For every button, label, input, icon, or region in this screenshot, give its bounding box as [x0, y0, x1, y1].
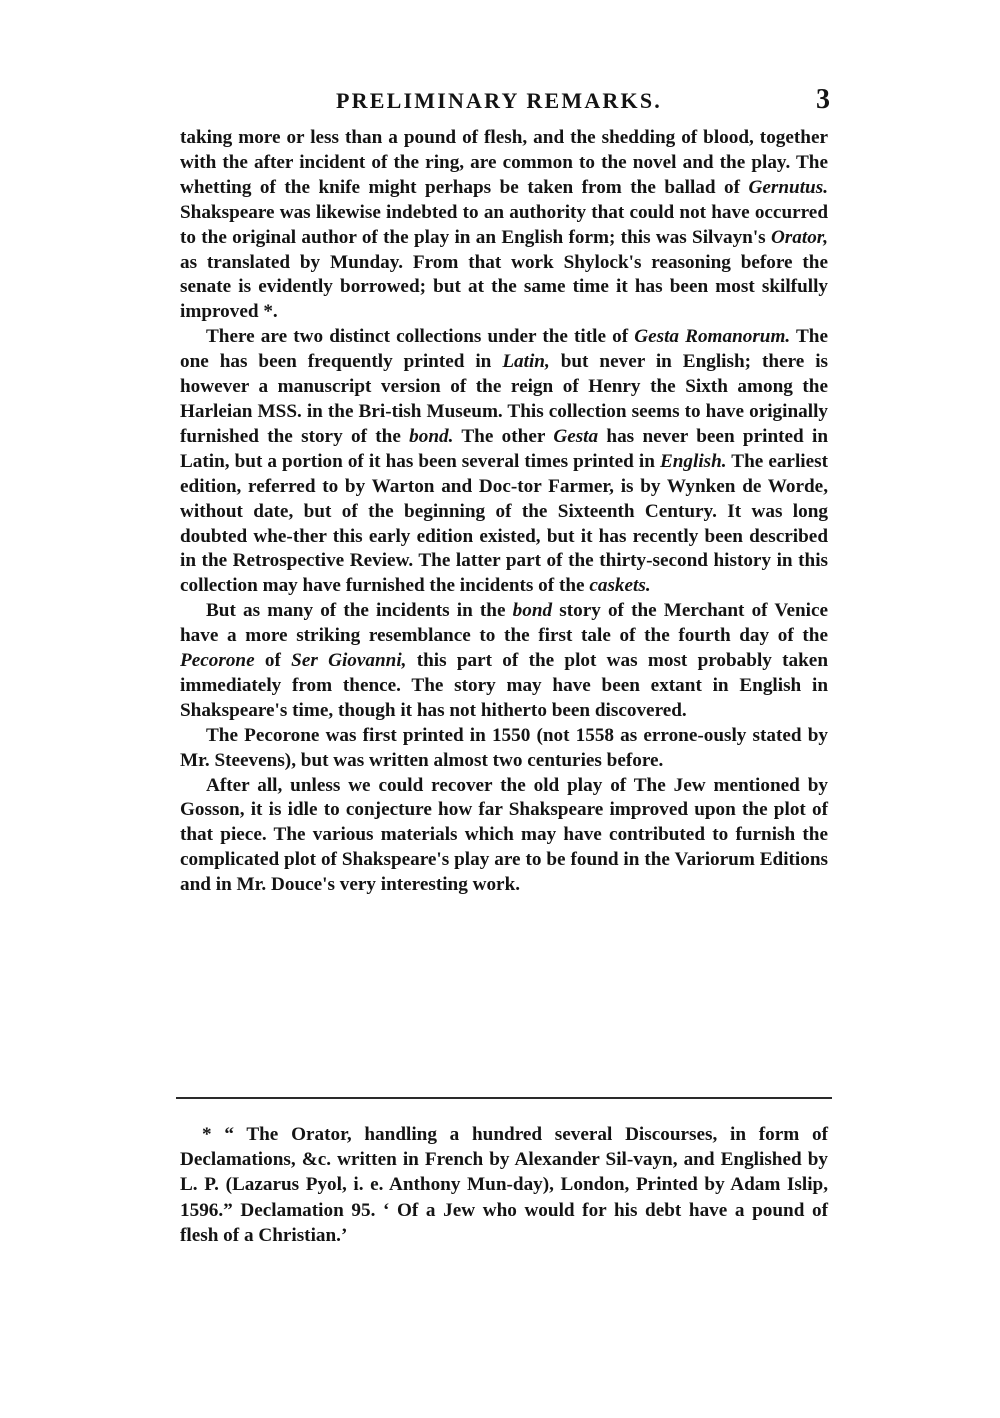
footnote-rule: [176, 1097, 832, 1099]
text-run: as translated by Munday. From that work Shylock's reasoning before the senate is evidently borrowed; but at the same time it has been most skilfully improved *.: [180, 251, 828, 323]
footnote-text: * “ The Orator, handling a hundred several Discourses, in form of Declamations, &c. written in French by Alexander Sil-vayn, and Englished by L. P. (Lazarus Pyol, i. e. Anthony Mun-day), London, Printed by Adam Islip, 1596.” Declamation 95. ‘ Of a Jew who would for his debt have a pound of flesh of a Christian.’: [180, 1124, 828, 1246]
text-run: story of the Merchant of Venice have a more striking resemblance to the first tale of the fourth day of the: [180, 600, 829, 647]
italic-term: English.: [659, 450, 727, 472]
main-text: [180, 126, 828, 898]
paragraph-5: After all, unless we could recover the old play of The Jew mentioned by Gosson, it is idle to conjecture how far Shakspeare improved upon the plot of that piece. The various materials which may have contributed to furnish the complicated plot of Shakspeare's play are to be found in the Variorum Editions and in Mr. Douce's very interesting work.: [180, 774, 828, 896]
footnote: [180, 1122, 828, 1248]
text-run: The earliest edition, referred to by Warton and Doc-tor Farmer, is by Wynken de Worde, without date, but of the beginning of the Sixteenth Century. It was long doubted whe-ther this early edition existed, but it has recently been described in the Retrospective Review. The latter part of the thirty-second history in this collection may have furnished the incidents of the: [180, 450, 828, 597]
text-run: taking more or less than a pound of flesh, and the shedding of blood, together with the after incident of the ring, are common to the novel and the play. The whetting of the knife might perhaps be taken from the ballad of: [180, 127, 828, 198]
text-run: but never in English; there is however a manuscript version of the reign of Henry the Sixth among the Harleian MSS. in the Bri-tish Museum. This collection seems to have originally furnished the story of the: [180, 351, 829, 447]
page-header: [178, 84, 832, 120]
italic-term: Latin,: [502, 351, 550, 373]
italic-name: Ser Giovanni,: [291, 650, 407, 672]
text-run: There are two distinct collections under the title of: [206, 326, 635, 348]
italic-title: Pecorone: [180, 650, 255, 672]
paragraph-2: [180, 325, 828, 599]
text-run: this part of the plot was most probably taken immediately from thence. The story may have been extant in English in Shakspeare's time, though it has not hitherto been discovered.: [180, 650, 828, 721]
text-run: The other: [453, 425, 554, 447]
text-run: Shakspeare was likewise indebted to an authority that could not have occurred to the original author of the play in an English form; this was Silvayn's: [180, 201, 828, 248]
italic-title: Orator,: [770, 226, 828, 248]
italic-term: bond: [512, 600, 553, 622]
italic-term: caskets.: [589, 575, 651, 597]
italic-title: Gesta Romanorum.: [634, 326, 791, 348]
text-run: has never been printed in Latin, but a portion of it has been several times printed in: [180, 425, 829, 472]
running-title: PRELIMINARY REMARKS.: [336, 88, 662, 113]
italic-title: Gernutus.: [748, 176, 828, 198]
paragraph-4: The Pecorone was first printed in 1550 (not 1558 as errone-ously stated by Mr. Steevens), but was written almost two centuries before.: [180, 724, 828, 771]
page-number: 3: [816, 84, 830, 115]
text-run: of: [254, 650, 292, 672]
italic-term: bond.: [409, 425, 454, 447]
paragraph-3: [180, 599, 828, 724]
italic-title: Gesta: [553, 425, 599, 447]
text-run: But as many of the incidents in the: [206, 600, 513, 622]
text-run: The one has been frequently printed in: [180, 326, 828, 373]
paragraph-1: [180, 126, 828, 325]
